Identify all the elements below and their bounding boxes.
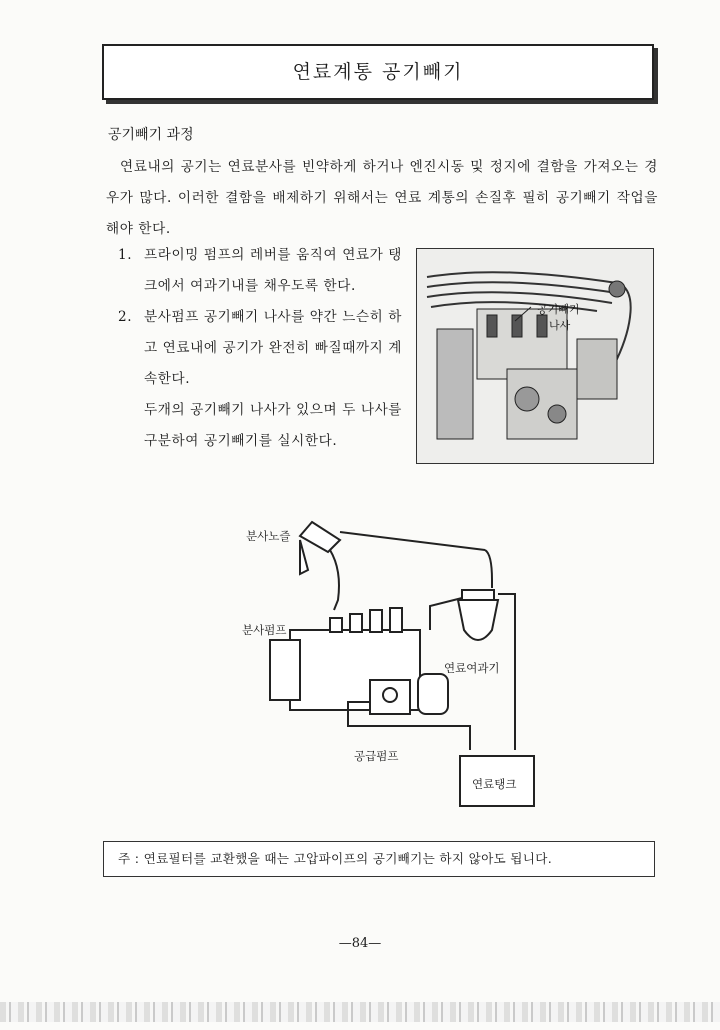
page-title: 연료계통 공기빼기	[292, 61, 464, 83]
fuel-system-diagram	[230, 510, 550, 830]
photo-label-line2: 나사	[549, 319, 571, 332]
steps-list	[118, 240, 408, 457]
step-text: 프라이밍 펌프의 레버를 움직여 연료가 탱크에서 여과기내를 채우도록 한다.	[144, 247, 403, 294]
label-injection-pump: 분사펌프	[242, 623, 287, 637]
engine-photo-drawing	[417, 249, 653, 463]
scan-artifact	[0, 1002, 720, 1022]
label-fuel-tank: 연료탱크	[472, 777, 517, 791]
photo-label-line1: 공기빼기	[537, 303, 580, 316]
label-fuel-filter: 연료여과기	[444, 661, 500, 675]
engine-photo	[416, 248, 654, 464]
step-item	[118, 302, 408, 395]
step-item	[118, 240, 408, 302]
page-title-box	[102, 44, 654, 100]
page-number: —84—	[338, 936, 382, 951]
note-box	[103, 841, 655, 877]
label-nozzle: 분사노즐	[246, 529, 291, 543]
step-note: 두개의 공기빼기 나사가 있으며 두 나사를 구분하여 공기빼기를 실시한다.	[144, 402, 403, 449]
step-number: 1.	[118, 247, 133, 263]
section-subheading: 공기빼기 과정	[108, 127, 194, 143]
label-supply-pump: 공급펌프	[354, 749, 399, 763]
intro-paragraph: 연료내의 공기는 연료분사를 빈약하게 하거나 엔진시동 및 정지에 결함을 가져오는 경우가 많다. 이러한 결함을 배제하기 위해서는 연료 계통의 손질후 필히 공기빼기 작업을 해야 한다.	[106, 159, 658, 237]
step-text: 분사펌프 공기빼기 나사를 약간 느슨히 하고 연료내에 공기가 완전히 빠질때까지 계속한다.	[144, 309, 403, 387]
step-number: 2.	[118, 309, 133, 325]
note-text: 주 : 연료필터를 교환했을 때는 고압파이프의 공기빼기는 하지 않아도 됩니다.	[118, 851, 553, 866]
